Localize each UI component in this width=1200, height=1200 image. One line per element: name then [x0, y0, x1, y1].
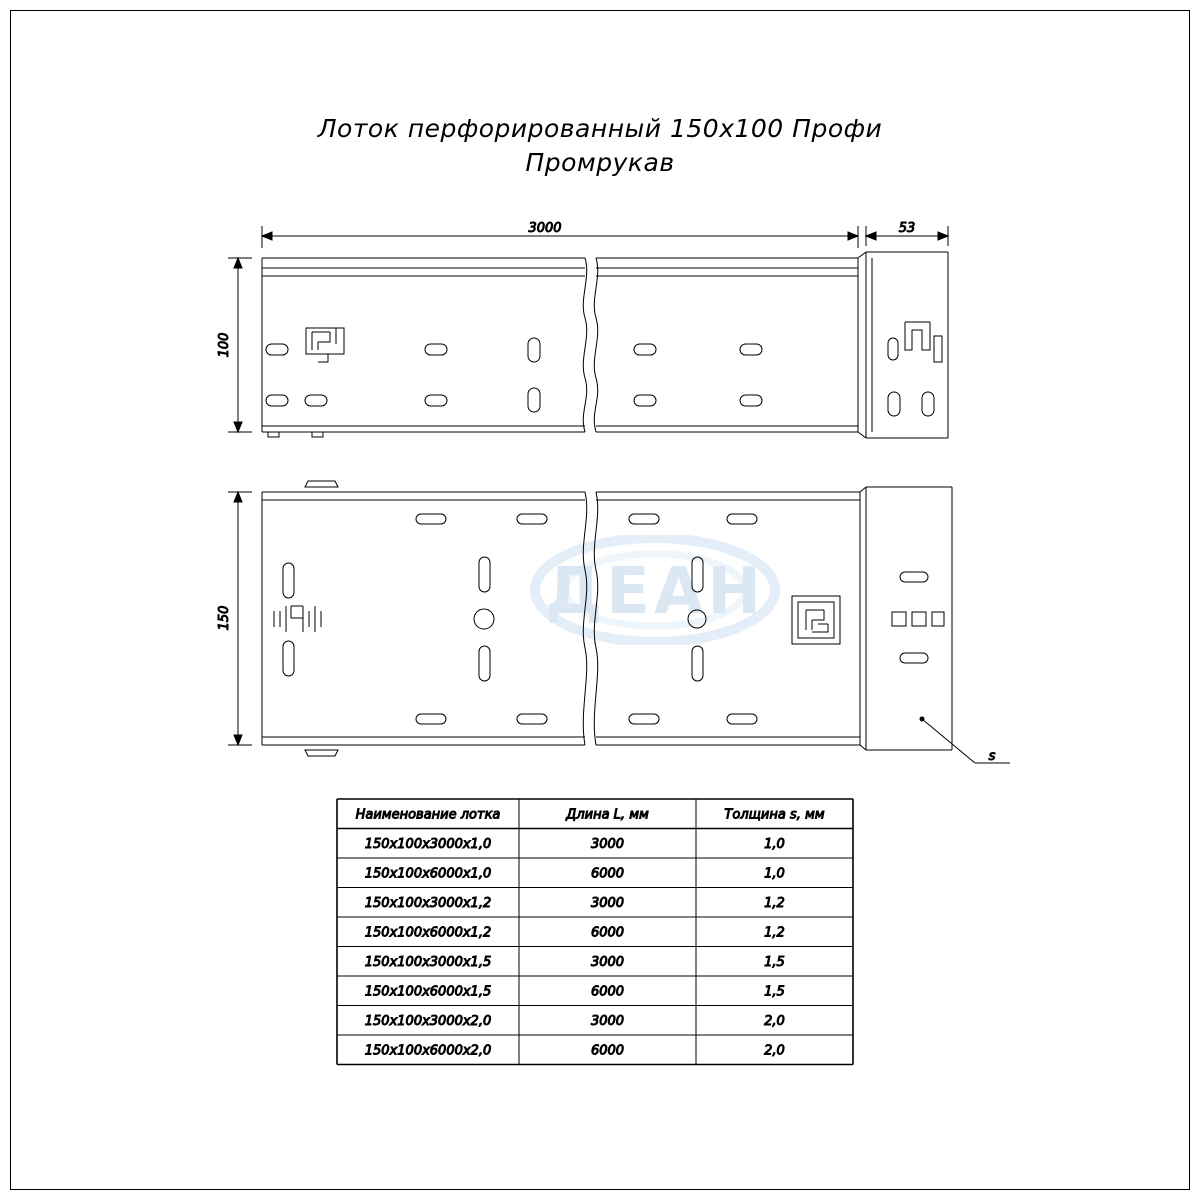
table-cell-r3-c2: 1,2: [764, 925, 785, 941]
spec-table: [337, 799, 853, 1065]
table-cell-r5-c2: 1,5: [764, 984, 785, 1000]
top-view-marking: [274, 606, 321, 632]
table-cell-r2-c1: 3000: [590, 896, 625, 911]
front-view-logo-mark: [306, 328, 344, 362]
table-cell-r3-c0: 150х100х6000х1,2: [364, 925, 492, 941]
table-cell-r6-c2: 2,0: [764, 1014, 785, 1029]
table-cell-r4-c0: 150х100х3000х1,5: [364, 955, 492, 970]
watermark-text: ДЕАН: [545, 555, 765, 629]
dim-height-front-text: 100: [217, 332, 232, 358]
title-line-2: Промрукав: [525, 148, 675, 177]
table-cell-r2-c0: 150х100х3000х1,2: [364, 896, 492, 911]
table-cell-r1-c2: 1,0: [764, 866, 785, 882]
dim-height-100: [217, 258, 252, 432]
dim-side-text: 53: [898, 221, 916, 236]
table-cell-r0-c2: 1,0: [764, 837, 785, 852]
table-cell-r1-c0: 150х100х6000х1,0: [364, 866, 492, 882]
table-cell-r7-c1: 6000: [590, 1043, 625, 1059]
thickness-label: s: [988, 749, 996, 764]
table-cell-r6-c1: 3000: [590, 1014, 625, 1029]
dim-height-top-text: 150: [217, 605, 232, 631]
table-cell-r1-c1: 6000: [590, 866, 625, 882]
table-header-0: Наименование лотка: [355, 807, 501, 823]
dim-length-text: 3000: [528, 221, 562, 236]
top-view-logo-stamp: [792, 596, 840, 644]
dim-height-150: [217, 492, 252, 745]
table-cell-r0-c0: 150х100х3000х1,0: [364, 837, 492, 852]
table-cell-r5-c1: 6000: [590, 984, 625, 1000]
table-cell-r3-c1: 6000: [590, 925, 625, 941]
dim-length-3000: [262, 221, 858, 248]
front-view: [262, 252, 948, 438]
dim-side-53: [866, 221, 948, 246]
table-cell-r5-c0: 150х100х6000х1,5: [364, 984, 492, 1000]
top-view: [262, 481, 952, 756]
leader-thickness: [920, 717, 1011, 765]
table-cell-r2-c2: 1,2: [764, 896, 785, 911]
table-cell-r7-c0: 150х100х6000х2,0: [364, 1043, 492, 1059]
table-cell-r4-c1: 3000: [590, 955, 625, 970]
table-cell-r7-c2: 2,0: [764, 1043, 785, 1059]
table-header-1: Длина L, мм: [566, 807, 649, 823]
title-line-1: Лоток перфорированный 150х100 Профи: [317, 114, 883, 143]
table-cell-r4-c2: 1,5: [764, 955, 785, 970]
table-header-2: Толщина s, мм: [724, 807, 825, 823]
table-cell-r6-c0: 150х100х3000х2,0: [364, 1014, 492, 1029]
table-cell-r0-c1: 3000: [590, 837, 625, 852]
